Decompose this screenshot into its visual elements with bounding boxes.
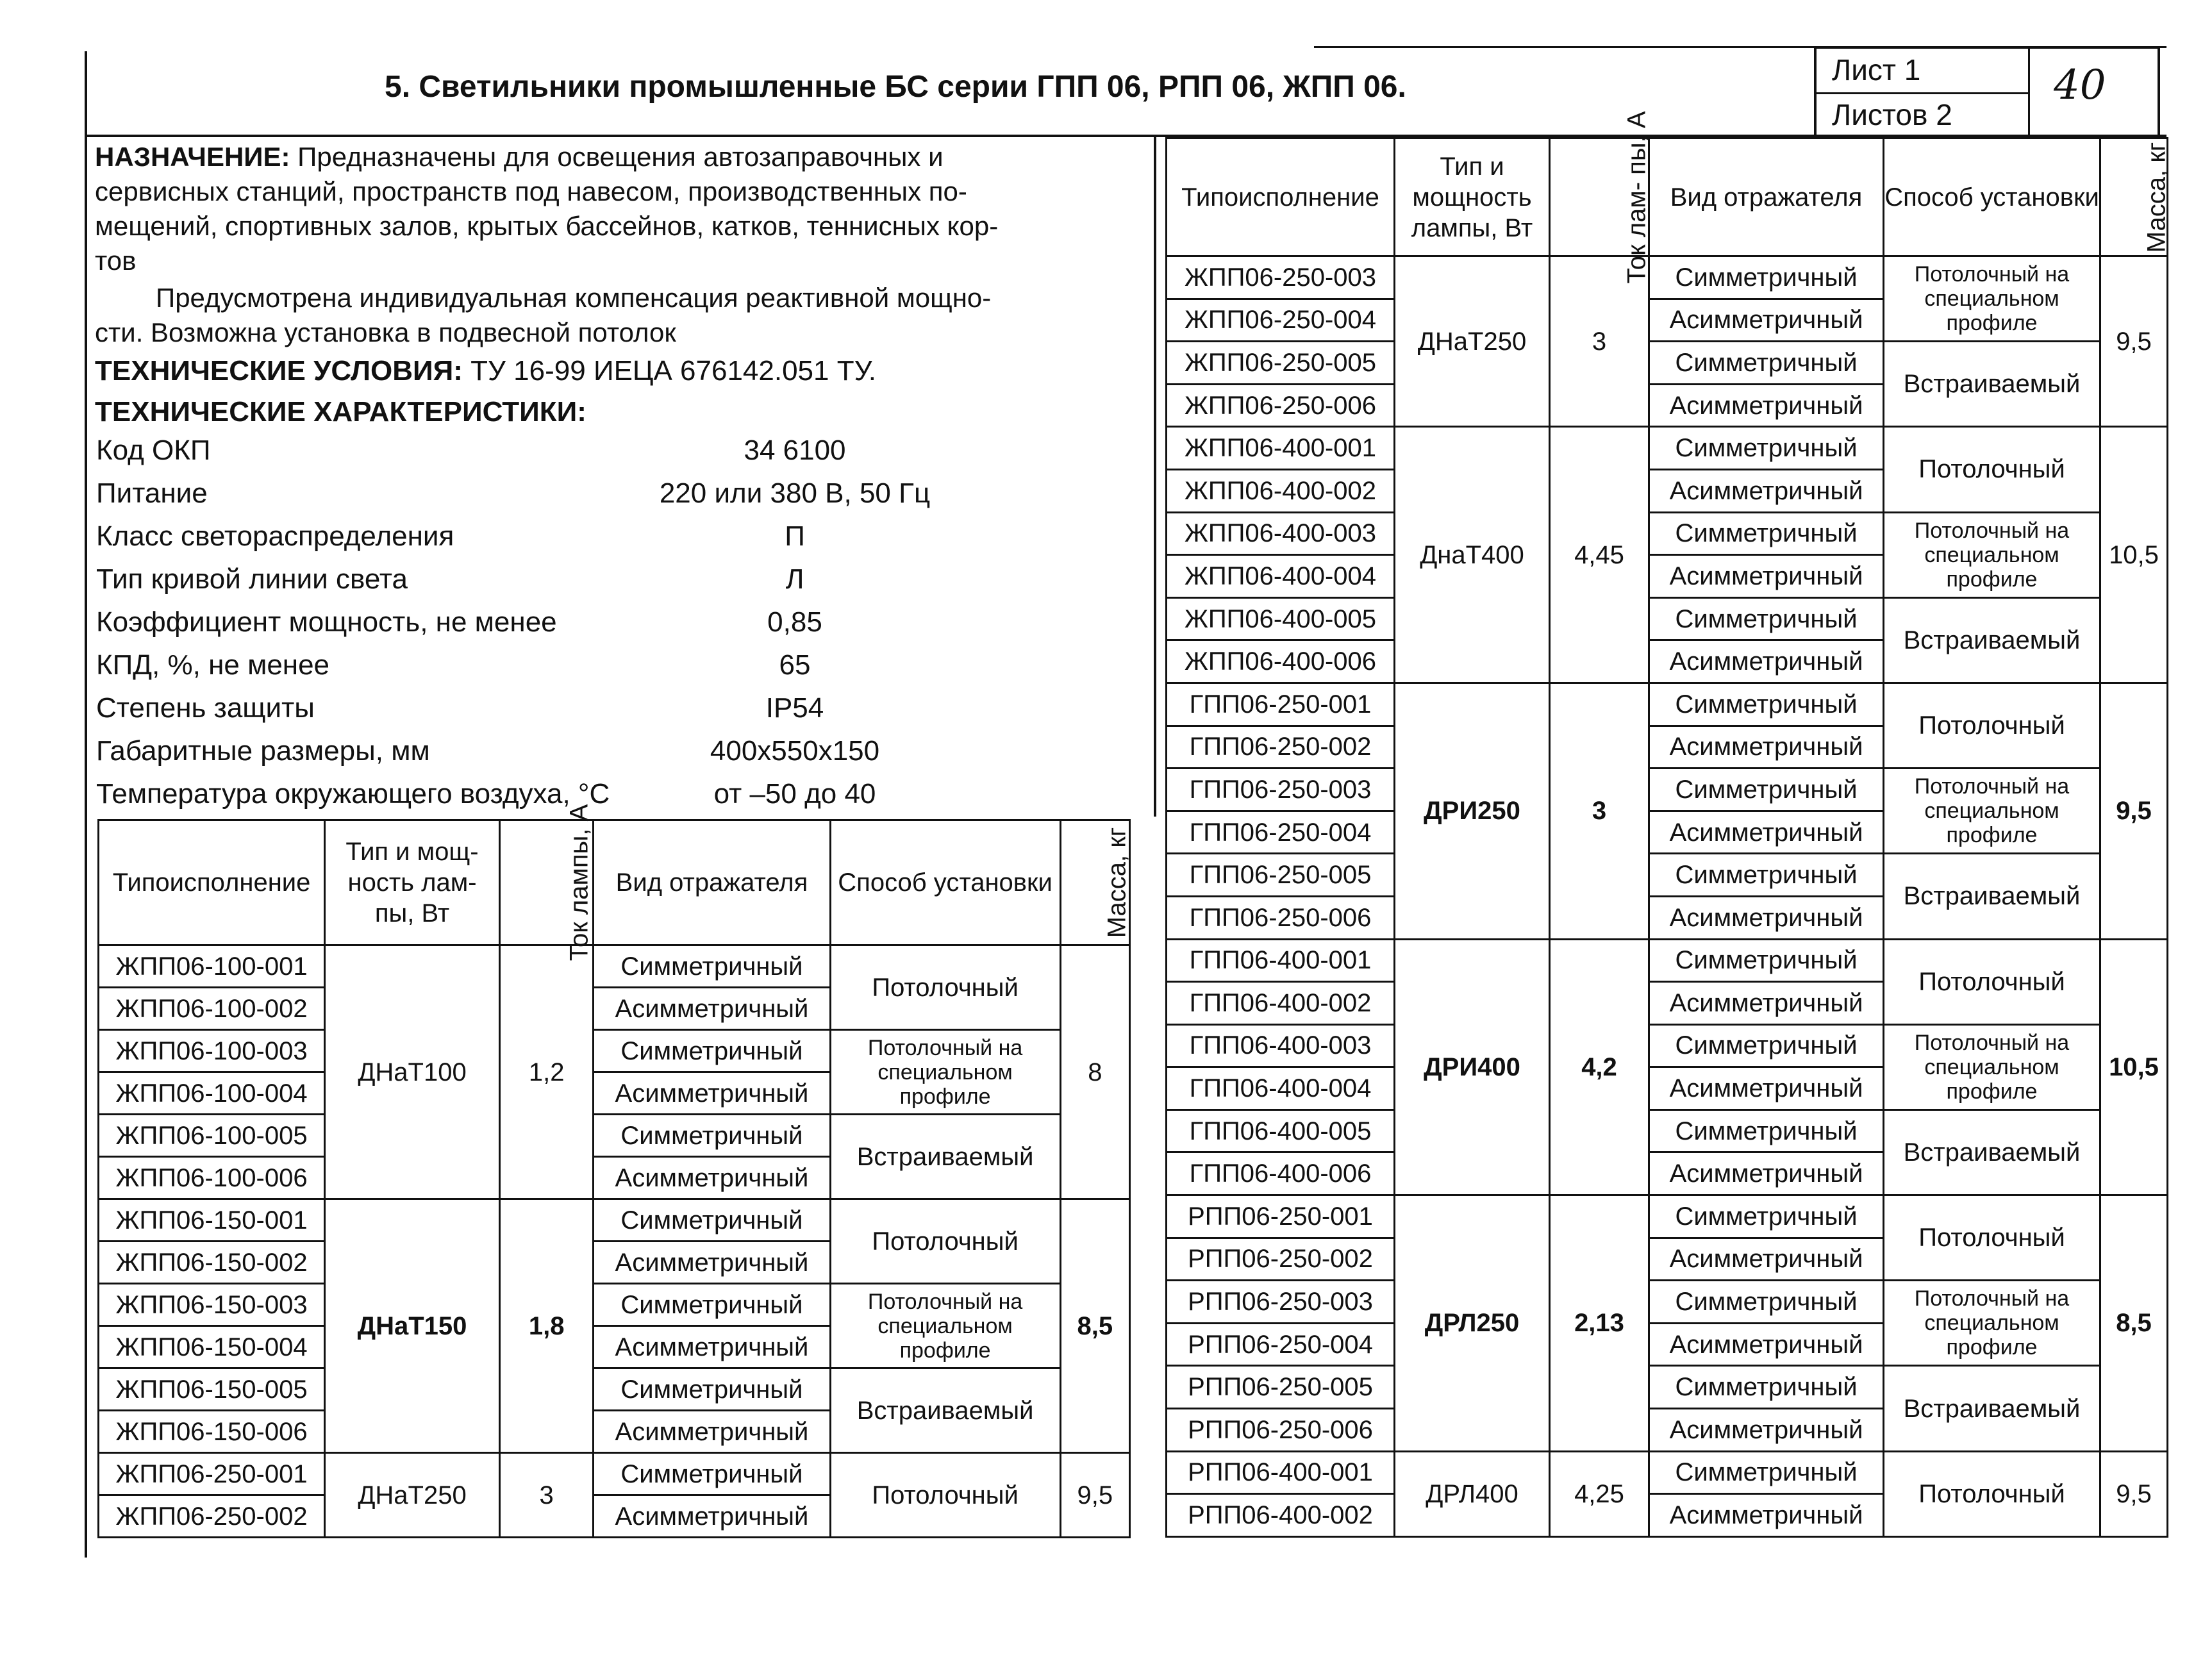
mass-cell: 8,5 — [1060, 1199, 1129, 1453]
lamp-cell: ДРЛ250 — [1395, 1195, 1550, 1452]
spec-key: Код ОКП — [96, 435, 211, 466]
type-cell: РПП06-250-004 — [1167, 1323, 1395, 1366]
current-cell: 4,2 — [1550, 939, 1649, 1195]
reflector-cell: Асимметричный — [1649, 640, 1884, 683]
reflector-cell: Симметричный — [594, 1030, 830, 1072]
type-cell: ЖПП06-400-006 — [1167, 640, 1395, 683]
mass-cell: 9,5 — [2100, 256, 2168, 427]
intro-divider — [1154, 137, 1156, 817]
lamp-cell: ДНаТ250 — [1395, 256, 1550, 427]
reflector-cell: Симметричный — [594, 1115, 830, 1157]
header-mass-text: Масса, кг — [2142, 142, 2171, 253]
mount-cell: Потолочный — [1884, 939, 2100, 1024]
table-row — [1167, 427, 2168, 470]
header-mass — [1060, 820, 1129, 945]
reflector-cell: Асимметричный — [1649, 1494, 1884, 1537]
lamp-cell: ДРИ250 — [1395, 683, 1550, 939]
mount-cell: Потолочный на специальном профиле — [1884, 1281, 2100, 1366]
spec-key: Тип кривой линии света — [96, 563, 408, 595]
mass-cell: 10,5 — [2100, 427, 2168, 683]
type-cell: ЖПП06-250-005 — [1167, 342, 1395, 385]
page-number: 40 — [2054, 62, 2106, 109]
table-row — [1167, 512, 2168, 555]
compensation-line: сти. Возможна установка в подвесной потолок — [95, 317, 676, 347]
type-cell: ГПП06-400-001 — [1167, 939, 1395, 982]
reflector-cell: Асимметричный — [594, 1072, 830, 1115]
page-title: 5. Светильники промышленные БС серии ГПП 06, РПП 06, ЖПП 06. — [385, 70, 1406, 104]
type-cell: РПП06-400-001 — [1167, 1451, 1395, 1494]
spec-row — [96, 558, 1096, 601]
spec-key: Коэффициент мощность, не менее — [96, 606, 557, 638]
reflector-cell: Асимметричный — [594, 1157, 830, 1199]
reflector-cell: Асимметричный — [1649, 982, 1884, 1025]
type-cell: РПП06-250-006 — [1167, 1409, 1395, 1452]
type-cell: ЖПП06-100-005 — [99, 1115, 325, 1157]
reflector-cell: Асимметричный — [594, 988, 830, 1030]
reflector-cell: Симметричный — [1649, 1109, 1884, 1152]
mount-cell: Встраиваемый — [1884, 1109, 2100, 1195]
mount-cell: Потолочный на специальном профиле — [1884, 512, 2100, 597]
header-reflector: Вид отражателя — [594, 820, 830, 945]
sheet-label: Лист 1 — [1832, 53, 1921, 87]
type-cell: ЖПП06-150-002 — [99, 1242, 325, 1284]
type-cell: ЖПП06-250-004 — [1167, 299, 1395, 342]
sheets-label: Листов 2 — [1832, 98, 1952, 131]
reflector-cell: Симметричный — [1649, 1451, 1884, 1494]
mount-cell: Потолочный на специальном профиле — [1884, 256, 2100, 342]
sheet-box — [1814, 46, 2160, 137]
mount-cell: Встраиваемый — [830, 1368, 1060, 1453]
type-cell: ГПП06-400-005 — [1167, 1109, 1395, 1152]
type-cell: ЖПП06-250-003 — [1167, 256, 1395, 299]
mass-cell: 9,5 — [2100, 683, 2168, 939]
spec-key: Питание — [96, 478, 208, 509]
reflector-cell: Асимметричный — [594, 1326, 830, 1368]
type-cell: ЖПП06-150-004 — [99, 1326, 325, 1368]
current-cell: 1,8 — [499, 1199, 593, 1453]
table-row — [99, 945, 1130, 988]
mass-cell: 10,5 — [2100, 939, 2168, 1195]
type-cell: РПП06-400-002 — [1167, 1494, 1395, 1537]
table-row — [1167, 1195, 2168, 1238]
mount-cell: Потолочный на специальном профиле — [1884, 1024, 2100, 1109]
reflector-cell: Симметричный — [1649, 1366, 1884, 1409]
table-row — [1167, 769, 2168, 811]
spec-row — [96, 644, 1096, 686]
type-cell: ЖПП06-400-001 — [1167, 427, 1395, 470]
type-cell: ЖПП06-100-004 — [99, 1072, 325, 1115]
mount-cell: Потолочный — [830, 945, 1060, 1030]
left-table — [97, 804, 1131, 1538]
reflector-cell: Симметричный — [594, 945, 830, 988]
tech-conditions-label: ТЕХНИЧЕСКИЕ УСЛОВИЯ: — [95, 355, 463, 386]
type-cell: ГПП06-250-001 — [1167, 683, 1395, 726]
reflector-cell: Асимметричный — [1649, 896, 1884, 939]
reflector-cell: Симметричный — [1649, 597, 1884, 640]
type-cell: РПП06-250-005 — [1167, 1366, 1395, 1409]
type-cell: ЖПП06-100-002 — [99, 988, 325, 1030]
current-cell: 4,45 — [1550, 427, 1649, 683]
spec-value: 220 или 380 В, 50 Гц — [659, 478, 931, 509]
reflector-cell: Асимметричный — [1649, 1238, 1884, 1281]
purpose-line: сервисных станций, пространств под навесом, производственных по- — [95, 176, 967, 206]
type-cell: ГПП06-250-005 — [1167, 854, 1395, 897]
reflector-cell: Симметричный — [1649, 769, 1884, 811]
table-row — [99, 1199, 1130, 1242]
header-type: Типоисполнение — [99, 820, 325, 945]
lamp-cell: ДРЛ400 — [1395, 1451, 1550, 1536]
reflector-cell: Асимметричный — [594, 1242, 830, 1284]
table-row — [1167, 683, 2168, 726]
type-cell: ГПП06-400-003 — [1167, 1024, 1395, 1067]
table-row — [99, 1453, 1130, 1495]
table-header-row — [99, 820, 1130, 945]
spec-value: 65 — [779, 649, 811, 681]
spec-key: Класс светораспределения — [96, 520, 454, 552]
reflector-cell: Асимметричный — [1649, 811, 1884, 854]
mount-cell: Встраиваемый — [1884, 342, 2100, 427]
header-mount: Способ установки — [830, 820, 1060, 945]
table-row — [1167, 342, 2168, 385]
table-row — [1167, 1451, 2168, 1494]
mass-cell: 8,5 — [2100, 1195, 2168, 1452]
mount-cell: Встраиваемый — [1884, 1366, 2100, 1451]
left-margin-line — [85, 51, 87, 1558]
mount-cell: Потолочный — [1884, 683, 2100, 768]
reflector-cell: Симметричный — [1649, 427, 1884, 470]
header-lamp: Тип и мощность лампы, Вт — [1395, 138, 1550, 256]
reflector-cell: Симметричный — [1649, 1195, 1884, 1238]
type-cell: ГПП06-400-006 — [1167, 1152, 1395, 1195]
reflector-cell: Асимметричный — [1649, 726, 1884, 769]
current-cell: 1,2 — [499, 945, 593, 1199]
reflector-cell: Асимметричный — [594, 1411, 830, 1453]
table-row — [99, 1368, 1130, 1411]
type-cell: ГПП06-250-004 — [1167, 811, 1395, 854]
reflector-cell: Симметричный — [1649, 342, 1884, 385]
current-cell: 3 — [499, 1453, 593, 1538]
reflector-cell: Симметричный — [1649, 512, 1884, 555]
reflector-cell: Симметричный — [594, 1284, 830, 1326]
spec-row — [96, 773, 1096, 815]
type-cell: ЖПП06-150-006 — [99, 1411, 325, 1453]
spec-row — [96, 429, 1096, 472]
header-mount: Способ установки — [1884, 138, 2100, 256]
spec-value: П — [785, 520, 805, 552]
type-cell: ЖПП06-150-005 — [99, 1368, 325, 1411]
spec-row — [96, 601, 1096, 644]
mount-cell: Потолочный на специальном профиле — [1884, 769, 2100, 854]
reflector-cell: Симметричный — [1649, 854, 1884, 897]
reflector-cell: Симметричный — [594, 1368, 830, 1411]
spec-row — [96, 515, 1096, 558]
mass-cell: 9,5 — [1060, 1453, 1129, 1538]
type-cell: ЖПП06-150-003 — [99, 1284, 325, 1326]
type-cell: ЖПП06-400-002 — [1167, 469, 1395, 512]
mount-cell: Потолочный — [1884, 427, 2100, 512]
tech-conditions-value: ТУ 16-99 ИЕЦА 676142.051 ТУ. — [470, 355, 876, 386]
reflector-cell: Асимметричный — [1649, 469, 1884, 512]
type-cell: ЖПП06-250-002 — [99, 1495, 325, 1538]
purpose-label: НАЗНАЧЕНИЕ: — [95, 142, 290, 172]
purpose-line: Предназначены для освещения автозаправочных и — [297, 142, 944, 172]
reflector-cell: Асимметричный — [594, 1495, 830, 1538]
reflector-cell: Симметричный — [594, 1453, 830, 1495]
type-cell: ЖПП06-100-006 — [99, 1157, 325, 1199]
type-cell: ЖПП06-250-001 — [99, 1453, 325, 1495]
reflector-cell: Асимметричный — [1649, 1409, 1884, 1452]
reflector-cell: Асимметричный — [1649, 1323, 1884, 1366]
type-cell: РПП06-250-002 — [1167, 1238, 1395, 1281]
table-row — [99, 1030, 1130, 1072]
spec-row — [96, 472, 1096, 515]
type-cell: ГПП06-250-002 — [1167, 726, 1395, 769]
mount-cell: Потолочный — [1884, 1195, 2100, 1281]
lamp-cell: ДнаТ400 — [1395, 427, 1550, 683]
table-row — [1167, 1366, 2168, 1409]
header-reflector: Вид отражателя — [1649, 138, 1884, 256]
tech-characteristics-label: ТЕХНИЧЕСКИЕ ХАРАКТЕРИСТИКИ: — [95, 396, 586, 428]
mass-cell: 8 — [1060, 945, 1129, 1199]
reflector-cell: Асимметричный — [1649, 555, 1884, 598]
type-cell: ЖПП06-400-005 — [1167, 597, 1395, 640]
current-cell: 4,25 — [1550, 1451, 1649, 1536]
table-row — [1167, 1109, 2168, 1152]
reflector-cell: Асимметричный — [1649, 1067, 1884, 1110]
mount-cell: Потолочный на специальном профиле — [830, 1030, 1060, 1115]
sheet-box-v-divider — [2028, 49, 2030, 137]
header-mass-text: Масса, кг — [1102, 827, 1131, 938]
purpose-line: тов — [95, 245, 137, 276]
mass-cell: 9,5 — [2100, 1451, 2168, 1536]
table-row — [1167, 1281, 2168, 1324]
reflector-cell: Асимметричный — [1649, 299, 1884, 342]
table-row — [1167, 597, 2168, 640]
type-cell: ГПП06-400-002 — [1167, 982, 1395, 1025]
spec-key: Температура окружающего воздуха, °С — [96, 778, 610, 810]
type-cell: РПП06-250-001 — [1167, 1195, 1395, 1238]
type-cell: ЖПП06-250-006 — [1167, 384, 1395, 427]
current-cell: 3 — [1550, 256, 1649, 427]
reflector-cell: Симметричный — [594, 1199, 830, 1242]
type-cell: РПП06-250-003 — [1167, 1281, 1395, 1324]
table-row — [99, 1284, 1130, 1326]
spec-value: 0,85 — [767, 606, 822, 638]
type-cell: ГПП06-250-006 — [1167, 896, 1395, 939]
type-cell: ЖПП06-100-001 — [99, 945, 325, 988]
mount-cell: Потолочный на специальном профиле — [830, 1284, 1060, 1368]
reflector-cell: Симметричный — [1649, 1281, 1884, 1324]
mount-cell: Потолочный — [1884, 1451, 2100, 1536]
spec-value: 400х550х150 — [710, 735, 880, 767]
mount-cell: Встраиваемый — [830, 1115, 1060, 1199]
current-cell: 2,13 — [1550, 1195, 1649, 1452]
spec-key: КПД, %, не менее — [96, 649, 330, 681]
header-current-text: Ток лам- пы, А — [1622, 110, 1651, 284]
spec-value: Л — [785, 563, 804, 595]
purpose-block — [95, 140, 998, 429]
header-lamp: Тип и мощ- ность лам- пы, Вт — [325, 820, 500, 945]
type-cell: ЖПП06-100-003 — [99, 1030, 325, 1072]
sheet-box-h-divider — [1817, 92, 2028, 94]
spec-key: Степень защиты — [96, 692, 315, 724]
reflector-cell: Асимметричный — [1649, 1152, 1884, 1195]
lamp-cell: ДНаТ150 — [325, 1199, 500, 1453]
table-row — [99, 1115, 1130, 1157]
purpose-line: мещений, спортивных залов, крытых бассейнов, катков, теннисных кор- — [95, 211, 999, 241]
table-row — [1167, 854, 2168, 897]
reflector-cell: Асимметричный — [1649, 384, 1884, 427]
type-cell: ГПП06-250-003 — [1167, 769, 1395, 811]
spec-key: Габаритные размеры, мм — [96, 735, 430, 767]
lamp-cell: ДРИ400 — [1395, 939, 1550, 1195]
mount-cell: Потолочный — [830, 1453, 1060, 1538]
lamp-cell: ДНаТ100 — [325, 945, 500, 1199]
header-current — [1550, 110, 1651, 284]
header-type: Типоисполнение — [1167, 138, 1395, 256]
type-cell: ЖПП06-400-003 — [1167, 512, 1395, 555]
mount-cell: Встраиваемый — [1884, 854, 2100, 939]
table-row — [1167, 256, 2168, 299]
spec-value: от –50 до 40 — [713, 778, 876, 810]
lamp-cell: ДНаТ250 — [325, 1453, 500, 1538]
reflector-cell: Симметричный — [1649, 683, 1884, 726]
spec-value: IP54 — [765, 692, 824, 724]
table-row — [1167, 1024, 2168, 1067]
reflector-cell: Симметричный — [1649, 1024, 1884, 1067]
type-cell: ЖПП06-150-001 — [99, 1199, 325, 1242]
spec-row — [96, 730, 1096, 772]
header-mass — [2100, 138, 2171, 256]
table-header-row — [1167, 138, 2168, 256]
type-cell: ГПП06-400-004 — [1167, 1067, 1395, 1110]
header-current-text: Ток лампы, А — [565, 804, 594, 961]
reflector-cell: Симметричный — [1649, 939, 1884, 982]
spec-row — [96, 687, 1096, 729]
header-current — [499, 804, 594, 961]
compensation-line: Предусмотрена индивидуальная компенсация реактивной мощно- — [156, 283, 992, 313]
current-cell: 3 — [1550, 683, 1649, 939]
mount-cell: Потолочный — [830, 1199, 1060, 1284]
mount-cell: Встраиваемый — [1884, 597, 2100, 683]
type-cell: ЖПП06-400-004 — [1167, 555, 1395, 598]
table-row — [1167, 939, 2168, 982]
spec-value: 34 6100 — [744, 435, 846, 466]
reflector-cell: Симметричный — [1649, 256, 1884, 299]
